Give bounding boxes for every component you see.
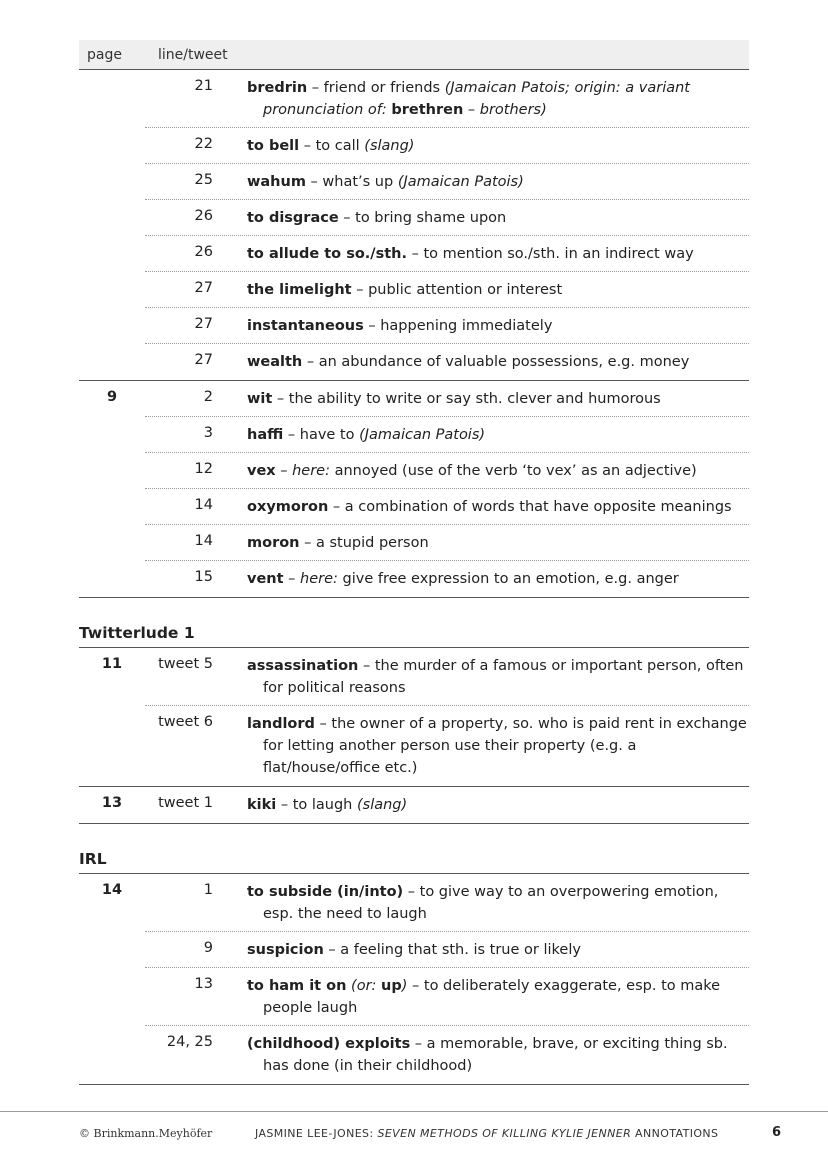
term: landlord — [247, 716, 315, 732]
definition-text — [247, 279, 749, 301]
definition: to laugh — [292, 797, 357, 813]
cell-page — [79, 308, 145, 316]
table-row — [79, 561, 749, 598]
separator: – — [302, 354, 319, 370]
term: bredrin — [247, 80, 308, 96]
term: to allude to so./sth. — [247, 246, 407, 262]
running-work-title: SEVEN METHODS OF KILLING KYLIE JENNER — [377, 1127, 632, 1140]
register-note: (Jamaican Patois) — [359, 427, 486, 443]
definition: to deliberately exaggerate, esp. to make people laugh — [263, 978, 721, 1016]
term: to bell — [247, 138, 300, 154]
separator: – — [403, 884, 420, 900]
cell-definition — [247, 968, 749, 1026]
term: vent — [247, 571, 284, 587]
cell-definition — [247, 236, 749, 272]
separator: – — [328, 499, 345, 515]
definition: a memorable, brave, or exciting thing sb. has done (in their childhood) — [263, 1036, 728, 1074]
section-twitterlude — [79, 648, 749, 824]
usage-note: here: — [292, 463, 330, 479]
term: kiki — [247, 797, 277, 813]
definition: happening immediately — [380, 318, 553, 334]
cell-definition — [247, 70, 749, 128]
cell-line: 27 — [194, 352, 213, 368]
cell-line: 9 — [203, 940, 213, 956]
header-line-tweet: line/tweet — [158, 46, 228, 63]
definition: the owner of a property, so. who is paid rent in exchange for letting another person use their property (e.g. a flat/house/office etc.) — [263, 716, 747, 776]
page-footer — [0, 1111, 828, 1140]
cell-definition — [247, 200, 749, 236]
origin-term: brethren — [391, 102, 464, 118]
cell-line: 15 — [194, 569, 213, 585]
cell-page — [79, 417, 145, 425]
section-title-twitterlude: Twitterlude 1 — [79, 619, 749, 648]
definition-text — [247, 568, 749, 590]
definition-text — [247, 135, 749, 157]
running-suffix: ANNOTATIONS — [631, 1127, 719, 1140]
term: suspicion — [247, 942, 324, 958]
cell-line: 26 — [194, 244, 213, 260]
term-alt: up — [381, 978, 402, 994]
term-alt-close: ) — [401, 978, 408, 994]
section-title-irl: IRL — [79, 845, 749, 874]
separator: – — [305, 174, 323, 190]
cell-line: 14 — [194, 497, 213, 513]
copyright: © Brinkmann.Meyhöfer — [79, 1127, 213, 1140]
separator: – — [351, 282, 369, 298]
table-row — [79, 344, 749, 381]
cell-line: 14 — [194, 533, 213, 549]
term: wealth — [247, 354, 303, 370]
definition-text — [247, 975, 749, 1019]
cell-line: 27 — [194, 316, 213, 332]
table-row — [79, 706, 749, 787]
separator: – — [314, 716, 332, 732]
table-row — [79, 787, 749, 824]
table-row — [79, 453, 749, 489]
definition-text — [247, 171, 749, 193]
cell-page: 9 — [106, 389, 118, 405]
definition: a combination of words that have opposite meanings — [344, 499, 732, 515]
definition: to give way to an overpowering emotion, esp. the need to laugh — [263, 884, 719, 922]
table-row — [79, 128, 749, 164]
cell-page: 14 — [101, 882, 123, 898]
term: assassination — [247, 658, 359, 674]
cell-page — [79, 70, 145, 78]
cell-page — [79, 525, 145, 533]
separator: – — [406, 246, 424, 262]
cell-definition — [247, 561, 749, 597]
usage-note: here: — [300, 571, 338, 587]
definition-text — [247, 243, 749, 265]
separator: – — [323, 942, 341, 958]
cell-line: tweet 6 — [158, 714, 213, 730]
cell-definition — [247, 648, 749, 706]
register-note: (Jamaican Patois) — [397, 174, 524, 190]
definition: an abundance of valuable possessions, e.g. money — [318, 354, 690, 370]
table-row — [79, 648, 749, 706]
cell-definition — [247, 164, 749, 200]
cell-line: 27 — [194, 280, 213, 296]
table-row — [79, 932, 749, 968]
definition-text — [247, 794, 749, 816]
cell-definition — [247, 706, 749, 786]
definition-text — [247, 207, 749, 229]
cell-page — [79, 344, 145, 352]
cell-line: 3 — [203, 425, 213, 441]
table-row — [79, 70, 749, 128]
cell-definition — [247, 344, 749, 380]
definition: have to — [299, 427, 360, 443]
origin-note: (Jamaican Patois; origin: a variant pronunciation of: — [263, 80, 690, 118]
term-alt-open: (or: — [346, 978, 382, 994]
term: vex — [247, 463, 276, 479]
cell-definition — [247, 128, 749, 164]
separator: – — [299, 138, 316, 154]
term: wahum — [247, 174, 306, 190]
separator: – — [275, 463, 293, 479]
term: instantaneous — [247, 318, 364, 334]
running-author: JASMINE LEE-JONES: — [255, 1127, 378, 1140]
section-irl — [79, 874, 749, 1085]
cell-page — [79, 706, 145, 714]
cell-line: 22 — [194, 136, 213, 152]
table-row — [79, 381, 749, 417]
definition: a stupid person — [315, 535, 429, 551]
cell-line: 2 — [203, 389, 213, 405]
cell-line: 26 — [194, 208, 213, 224]
term: the limelight — [247, 282, 352, 298]
cell-line: 24, 25 — [166, 1034, 213, 1050]
definition-text — [247, 939, 749, 961]
cell-page — [79, 489, 145, 497]
cell-line: 21 — [194, 78, 213, 94]
cell-definition — [247, 525, 749, 561]
table-row — [79, 417, 749, 453]
cell-line: 13 — [194, 976, 213, 992]
cell-definition — [247, 417, 749, 453]
page-number: 6 — [772, 1125, 782, 1140]
table-row — [79, 968, 749, 1026]
separator: – — [410, 1036, 427, 1052]
table-row — [79, 874, 749, 932]
cell-page — [79, 968, 145, 976]
cell-page — [79, 236, 145, 244]
term: (childhood) exploits — [247, 1036, 411, 1052]
definition: a feeling that sth. is true or likely — [340, 942, 581, 958]
definition-text — [247, 315, 749, 337]
table-row — [79, 164, 749, 200]
annotation-table — [79, 40, 749, 1085]
term: to ham it on — [247, 978, 347, 994]
definition-text — [247, 713, 749, 779]
cell-definition — [247, 489, 749, 525]
term: moron — [247, 535, 300, 551]
definition: give free expression to an emotion, e.g. anger — [337, 571, 679, 587]
cell-page — [79, 932, 145, 940]
section-main — [79, 70, 749, 598]
cell-page — [79, 200, 145, 208]
separator: – — [363, 318, 381, 334]
separator: – — [283, 427, 300, 443]
definition-text — [247, 496, 749, 518]
table-row — [79, 236, 749, 272]
definition: public attention or interest — [368, 282, 563, 298]
cell-page: 11 — [101, 656, 123, 672]
definition-text — [247, 532, 749, 554]
table-row — [79, 272, 749, 308]
cell-definition — [247, 453, 749, 489]
separator: – — [407, 978, 424, 994]
separator: – — [358, 658, 375, 674]
definition-text — [247, 388, 749, 410]
separator: – — [338, 210, 356, 226]
definition: to mention so./sth. in an indirect way — [423, 246, 694, 262]
definition-text — [247, 881, 749, 925]
separator: – — [307, 80, 324, 96]
header-page: page — [87, 46, 122, 63]
term: wit — [247, 391, 273, 407]
separator: – — [272, 391, 289, 407]
cell-definition — [247, 1026, 749, 1084]
definition: to bring shame upon — [355, 210, 507, 226]
register-note: (slang) — [364, 138, 415, 154]
definition: the murder of a famous or important person, often for political reasons — [263, 658, 744, 696]
definition-text — [247, 1033, 749, 1077]
table-row — [79, 200, 749, 236]
origin-gloss: – brothers) — [463, 102, 547, 118]
running-title — [255, 1127, 718, 1140]
table-row — [79, 1026, 749, 1085]
definition: what’s up — [322, 174, 398, 190]
register-note: (slang) — [356, 797, 408, 813]
term: to subside (in/into) — [247, 884, 404, 900]
cell-page — [79, 272, 145, 280]
cell-page — [79, 1026, 145, 1034]
definition-text — [247, 655, 749, 699]
cell-page — [79, 164, 145, 172]
table-row — [79, 308, 749, 344]
definition: friend or friends — [323, 80, 445, 96]
definition: the ability to write or say sth. clever and humorous — [288, 391, 661, 407]
separator: – — [283, 571, 301, 587]
table-row — [79, 489, 749, 525]
term: to disgrace — [247, 210, 339, 226]
cell-definition — [247, 787, 749, 823]
table-header — [79, 40, 749, 70]
cell-page — [79, 561, 145, 569]
cell-definition — [247, 932, 749, 968]
table-row — [79, 525, 749, 561]
cell-page: 13 — [101, 795, 123, 811]
separator: – — [276, 797, 293, 813]
definition-text — [247, 77, 749, 121]
definition-text — [247, 460, 749, 482]
cell-definition — [247, 308, 749, 344]
cell-page — [79, 128, 145, 136]
cell-line: 12 — [194, 461, 213, 477]
definition-text — [247, 424, 749, 446]
cell-page — [79, 453, 145, 461]
term: oxymoron — [247, 499, 329, 515]
cell-definition — [247, 874, 749, 932]
cell-definition — [247, 381, 749, 417]
cell-definition — [247, 272, 749, 308]
definition: to call — [315, 138, 365, 154]
cell-line: tweet 1 — [158, 795, 213, 811]
cell-line: 1 — [203, 882, 213, 898]
definition: annoyed (use of the verb ‘to vex’ as an adjective) — [330, 463, 697, 479]
term: haffi — [247, 427, 284, 443]
cell-line: tweet 5 — [158, 656, 213, 672]
definition-text — [247, 351, 749, 373]
separator: – — [299, 535, 316, 551]
cell-line: 25 — [194, 172, 213, 188]
